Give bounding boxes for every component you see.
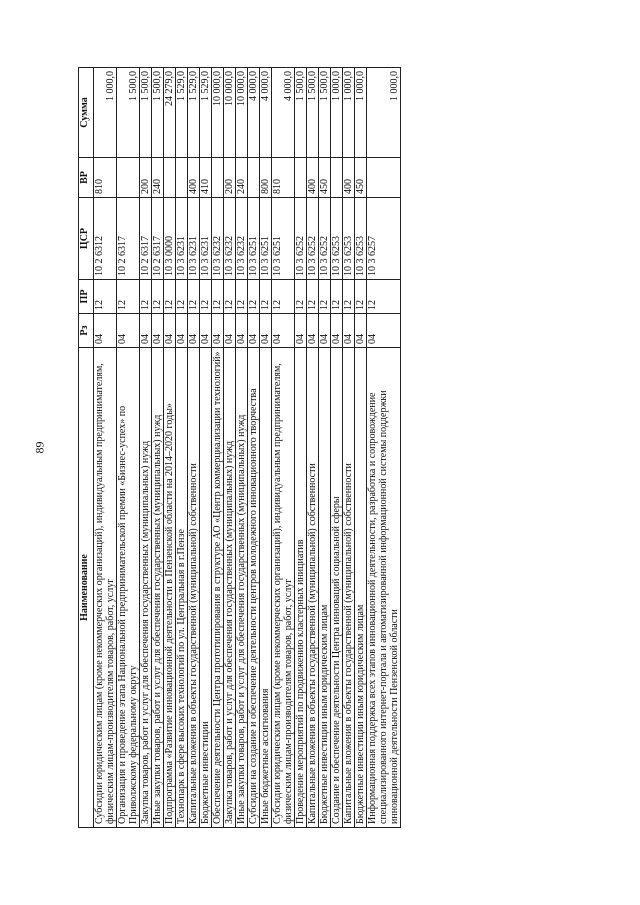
cell-csr: 10 2 6317 [140,198,152,280]
table-body [94,68,401,828]
cell-pr: 12 [236,280,248,314]
header-csr: ЦСР [79,198,94,280]
cell-rz: 04 [212,314,224,348]
cell-sum: 10 000,0 [224,68,236,158]
cell-sum: 1 500,0 [152,68,164,158]
cell-name: Субсидии юридическим лицам (кроме некоммерческих организаций), индивидуальным предпринимателям, физическим лицам-производителям товаров, работ, услуг [272,348,295,828]
cell-name: Создание и обеспечение деятельности Центра инноваций социальной сферы [331,348,343,828]
cell-sum: 1 500,0 [295,68,307,158]
table-header-row [79,68,94,828]
table-row [272,68,295,828]
page-number: 89 [32,441,47,454]
cell-name: Организация и проведение этапа Национальной предпринимательской премии «Бизнес-успех» по Приволжскому федеральному округу [117,348,140,828]
cell-sum: 1 500,0 [319,68,331,158]
cell-csr: 10 3 6232 [224,198,236,280]
cell-rz: 04 [272,314,295,348]
cell-rz: 04 [367,314,401,348]
cell-vr: 200 [140,158,152,198]
table-row [224,68,236,828]
cell-sum: 1 529,0 [176,68,188,158]
cell-csr: 10 3 6232 [212,198,224,280]
cell-sum: 1 000,0 [367,68,401,158]
cell-sum: 4 000,0 [260,68,272,158]
cell-vr [248,158,260,198]
cell-vr: 200 [224,158,236,198]
cell-name: Иные закупки товаров, работ и услуг для обеспечения государственных (муниципальных) нужд [152,348,164,828]
cell-name: Информационная поддержка всех этапов инновационной деятельности, разработка и сопровождение специализированного интернет-портала и автоматизированной информационной системы поддержки инновационной деятельности Пензенской области [367,348,401,828]
cell-sum: 1 000,0 [343,68,355,158]
table-row [295,68,307,828]
cell-csr: 10 3 6252 [307,198,319,280]
header-sum: Сумма [79,68,94,158]
cell-csr: 10 3 6253 [331,198,343,280]
cell-pr: 12 [117,280,140,314]
cell-vr [367,158,401,198]
cell-name: Бюджетные инвестиции иным юридическим лицам [355,348,367,828]
cell-name: Субсидии юридическим лицам (кроме некоммерческих организаций), индивидуальным предпринимателям, физическим лицам-производителям товаров, работ, услуг [94,348,117,828]
cell-csr: 10 3 6232 [236,198,248,280]
cell-csr: 10 3 6231 [176,198,188,280]
cell-sum: 1 529,0 [200,68,212,158]
cell-pr: 12 [260,280,272,314]
cell-pr: 12 [248,280,260,314]
table-row [94,68,117,828]
cell-rz: 04 [117,314,140,348]
cell-sum: 1 000,0 [94,68,117,158]
cell-name: Капитальные вложения в объекты государственной (муниципальной) собственности [307,348,319,828]
cell-vr: 410 [200,158,212,198]
table-row [117,68,140,828]
cell-csr: 10 2 6317 [152,198,164,280]
header-pr: ПР [79,280,94,314]
table-row [331,68,343,828]
cell-rz: 04 [94,314,117,348]
cell-csr: 10 3 6252 [295,198,307,280]
cell-csr: 10 3 6253 [343,198,355,280]
cell-name: Бюджетные инвестиции [200,348,212,828]
cell-name: Иные бюджетные ассигнования [260,348,272,828]
cell-pr: 12 [343,280,355,314]
cell-pr: 12 [307,280,319,314]
table-row [152,68,164,828]
cell-csr: 10 3 6251 [248,198,260,280]
cell-sum: 10 000,0 [212,68,224,158]
cell-rz: 04 [152,314,164,348]
cell-name: Бюджетные инвестиции иным юридическим лицам [319,348,331,828]
cell-pr: 12 [164,280,176,314]
cell-pr: 12 [272,280,295,314]
cell-vr [295,158,307,198]
cell-pr: 12 [140,280,152,314]
table-row [319,68,331,828]
cell-pr: 12 [367,280,401,314]
cell-name: Иные закупки товаров, работ и услуг для обеспечения государственных (муниципальных) нужд [236,348,248,828]
cell-rz: 04 [200,314,212,348]
cell-rz: 04 [176,314,188,348]
cell-csr: 10 3 0000 [164,198,176,280]
rotated-table-frame [78,68,588,828]
cell-rz: 04 [224,314,236,348]
cell-rz: 04 [319,314,331,348]
cell-vr: 240 [236,158,248,198]
cell-vr [176,158,188,198]
cell-vr [212,158,224,198]
cell-vr: 240 [152,158,164,198]
cell-csr: 10 2 6312 [94,198,117,280]
cell-csr: 10 3 6251 [260,198,272,280]
table-row [343,68,355,828]
cell-rz: 04 [236,314,248,348]
cell-name: Закупка товаров, работ и услуг для обеспечения государственных (муниципальных) нужд [224,348,236,828]
cell-csr: 10 3 6251 [272,198,295,280]
cell-sum: 1 500,0 [117,68,140,158]
cell-rz: 04 [260,314,272,348]
cell-rz: 04 [140,314,152,348]
cell-csr: 10 2 6317 [117,198,140,280]
cell-csr: 10 3 6231 [188,198,200,280]
cell-vr: 450 [319,158,331,198]
cell-pr: 12 [224,280,236,314]
cell-pr: 12 [212,280,224,314]
cell-rz: 04 [343,314,355,348]
cell-rz: 04 [164,314,176,348]
cell-sum: 4 000,0 [248,68,260,158]
header-vr: ВР [79,158,94,198]
cell-vr [164,158,176,198]
cell-rz: 04 [307,314,319,348]
table-row [200,68,212,828]
cell-name: Закупка товаров, работ и услуг для обеспечения государственных (муниципальных) нужд [140,348,152,828]
budget-table [78,67,401,828]
table-row [236,68,248,828]
cell-name: Капитальные вложения в объекты государственной (муниципальной) собственности [188,348,200,828]
cell-pr: 12 [200,280,212,314]
cell-name: Проведение мероприятий по продвижению кластерных инициатив [295,348,307,828]
table-row [212,68,224,828]
cell-sum: 1 529,0 [188,68,200,158]
cell-rz: 04 [248,314,260,348]
cell-sum: 10 000,0 [236,68,248,158]
table-row [260,68,272,828]
cell-name: Капитальные вложения в объекты государственной (муниципальной) собственности [343,348,355,828]
cell-sum: 1 500,0 [140,68,152,158]
cell-vr: 810 [94,158,117,198]
cell-name: Субсидии на создание и обеспечение деятельности центров молодежного инновационного творчества [248,348,260,828]
cell-pr: 12 [331,280,343,314]
cell-vr: 450 [355,158,367,198]
cell-rz: 04 [355,314,367,348]
cell-vr: 800 [260,158,272,198]
cell-sum: 1 000,0 [355,68,367,158]
cell-pr: 12 [152,280,164,314]
cell-name: Обеспечение деятельности Центра прототипирования в структуре АО «Центр коммерциализации технологий» [212,348,224,828]
cell-csr: 10 3 6231 [200,198,212,280]
table-row [248,68,260,828]
cell-sum: 1 000,0 [331,68,343,158]
cell-pr: 12 [295,280,307,314]
table-row [164,68,176,828]
table-row [140,68,152,828]
cell-sum: 1 500,0 [307,68,319,158]
cell-csr: 10 3 6252 [319,198,331,280]
cell-pr: 12 [94,280,117,314]
cell-csr: 10 3 6257 [367,198,401,280]
cell-rz: 04 [188,314,200,348]
cell-sum: 24 279,0 [164,68,176,158]
cell-vr: 400 [188,158,200,198]
cell-pr: 12 [319,280,331,314]
cell-pr: 12 [176,280,188,314]
table-row [176,68,188,828]
cell-rz: 04 [331,314,343,348]
cell-vr: 400 [307,158,319,198]
cell-pr: 12 [188,280,200,314]
cell-name: Подпрограмма «Развитие инновационной деятельности в Пензенской области на 2014–2020 годы» [164,348,176,828]
cell-vr: 400 [343,158,355,198]
cell-pr: 12 [355,280,367,314]
cell-sum: 4 000,0 [272,68,295,158]
cell-csr: 10 3 6253 [355,198,367,280]
cell-rz: 04 [295,314,307,348]
cell-vr [117,158,140,198]
table-container [78,68,588,828]
header-name: Наименование [79,348,94,828]
table-row [367,68,401,828]
header-rz: Рз [79,314,94,348]
cell-vr: 810 [272,158,295,198]
cell-name: Технопарк в сфере высоких технологий по ул. Центральная в г.Пензе [176,348,188,828]
table-row [307,68,319,828]
table-row [355,68,367,828]
cell-vr [331,158,343,198]
table-row [188,68,200,828]
